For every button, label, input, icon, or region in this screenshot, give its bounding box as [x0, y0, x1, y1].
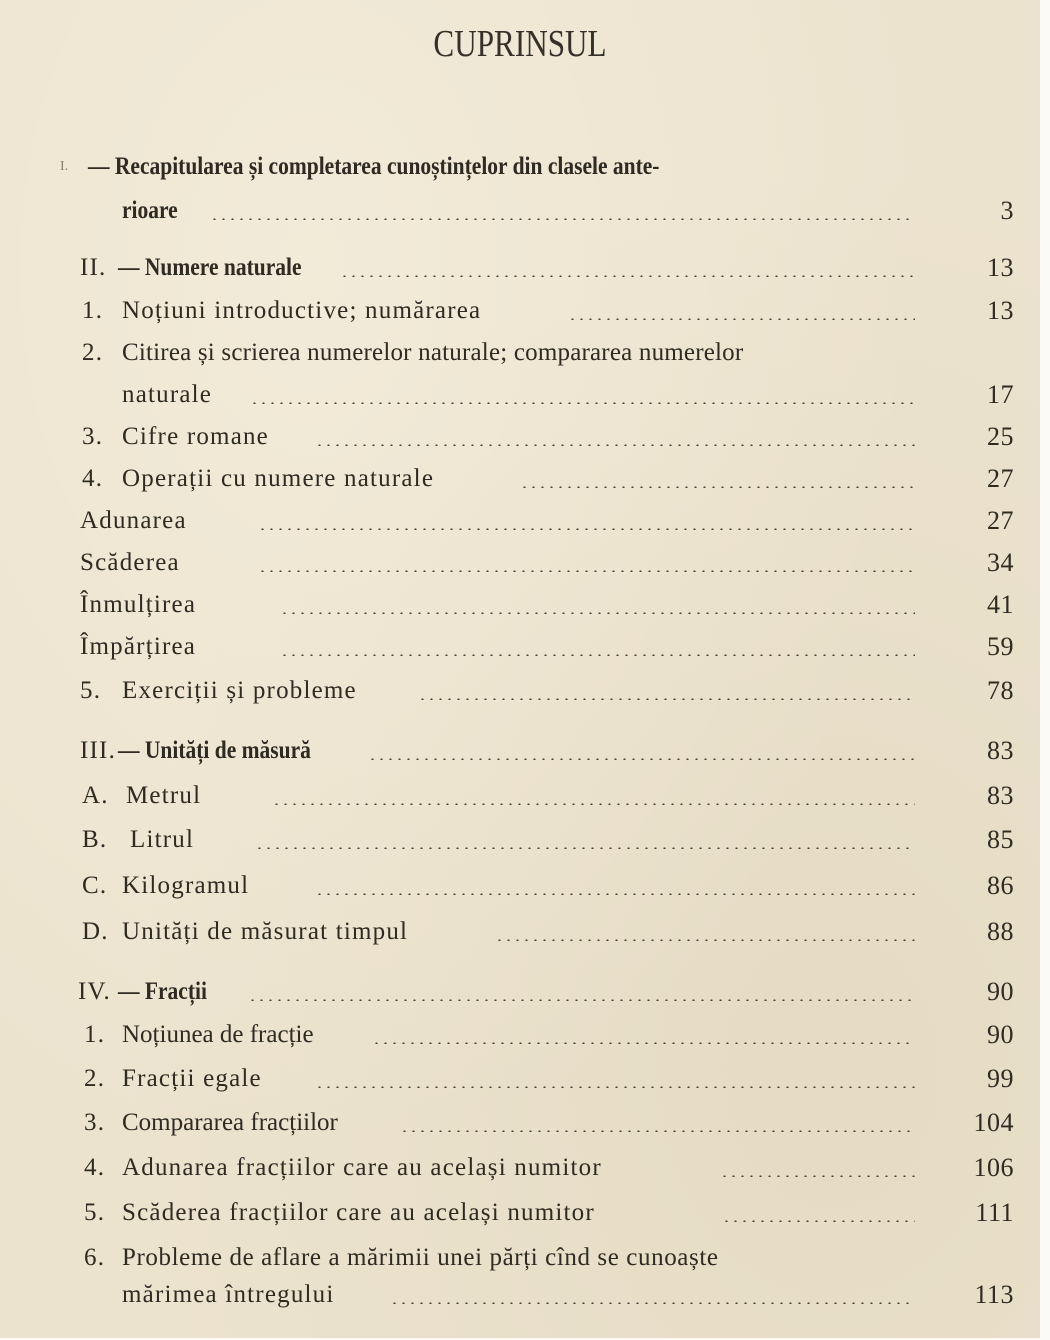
entry-label: — Unități de măsură: [118, 737, 311, 764]
entry-label: Compararea fracțiilor: [122, 1109, 338, 1136]
entry-label: Noțiunea de fracție: [122, 1021, 314, 1048]
entry-number: 2.: [84, 1065, 106, 1092]
entry-label: Metrul: [126, 782, 202, 809]
toc-entry-cont: [0, 1275, 1040, 1315]
entry-number: 2.: [82, 339, 104, 366]
dot-leader: [418, 698, 915, 700]
toc-entry-chapter-1: [0, 147, 1040, 187]
entry-page: 27: [987, 506, 1014, 535]
entry-page: 25: [987, 422, 1014, 451]
entry-label: Litrul: [130, 826, 195, 853]
dot-leader: [315, 444, 915, 446]
toc-entry-chapter-1-cont: [0, 191, 1040, 231]
entry-label: — Recapitularea și completarea cunoștințelor din clasele ante-: [88, 153, 660, 180]
entry-label: Exerciții și probleme: [122, 677, 357, 704]
dot-leader: [250, 402, 915, 404]
entry-page: 99: [987, 1064, 1014, 1093]
toc-entry: [0, 627, 1040, 667]
dot-leader: [340, 275, 915, 277]
dot-leader: [210, 218, 915, 220]
entry-number: A.: [82, 782, 109, 809]
entry-page: 27: [987, 464, 1014, 493]
entry-page: 83: [987, 736, 1014, 765]
entry-label: Noțiuni introductive; numărarea: [122, 297, 482, 324]
toc-entry: [0, 1238, 1040, 1278]
entry-page: 17: [987, 380, 1014, 409]
entry-number: 6.: [84, 1244, 106, 1271]
entry-number: 5.: [80, 677, 102, 704]
toc-entry: [0, 291, 1040, 331]
toc-entry-chapter-4: [0, 972, 1040, 1012]
entry-label: Kilogramul: [122, 872, 250, 899]
dot-leader: [280, 612, 915, 614]
entry-page: 13: [987, 253, 1014, 282]
entry-label: mărimea întregului: [122, 1281, 335, 1308]
toc-entry: [0, 417, 1040, 457]
entry-number: 4.: [84, 1154, 106, 1181]
toc-entry: [0, 543, 1040, 583]
entry-number: D.: [82, 918, 109, 945]
dot-leader: [315, 893, 915, 895]
entry-label: Împărțirea: [80, 633, 197, 660]
entry-page: 3: [1000, 196, 1014, 225]
entry-page: 85: [987, 825, 1014, 854]
entry-label: rioare: [122, 197, 178, 224]
entry-number: C.: [82, 872, 108, 899]
entry-number: III.: [80, 737, 117, 764]
entry-page: 113: [974, 1280, 1014, 1309]
toc-entry: [0, 671, 1040, 711]
entry-number: IV.: [78, 978, 112, 1005]
toc-entry: [0, 1059, 1040, 1099]
dot-leader: [258, 528, 915, 530]
toc-entry: [0, 1103, 1040, 1143]
entry-number: B.: [82, 826, 108, 853]
entry-number: II.: [80, 254, 107, 281]
toc-entry: [0, 776, 1040, 816]
entry-page: 41: [987, 590, 1014, 619]
entry-number: 4.: [82, 465, 104, 492]
dot-leader: [368, 758, 915, 760]
entry-label: Unități de măsurat timpul: [122, 918, 409, 945]
entry-label: Probleme de aflare a mărimii unei părți cînd se cunoaște: [122, 1244, 719, 1271]
entry-label: naturale: [122, 381, 213, 408]
toc-entry: [0, 585, 1040, 625]
dot-leader: [258, 570, 915, 572]
entry-page: 34: [987, 548, 1014, 577]
dot-leader: [495, 939, 915, 941]
dot-leader: [400, 1130, 915, 1132]
dot-leader: [390, 1302, 915, 1304]
toc-entry-cont: [0, 375, 1040, 415]
toc-entry-chapter-3: [0, 731, 1040, 771]
dot-leader: [272, 803, 915, 805]
entry-page: 78: [987, 676, 1014, 705]
dot-leader: [248, 999, 915, 1001]
toc-entry: [0, 912, 1040, 952]
entry-label: Cifre romane: [122, 423, 269, 450]
toc-entry: [0, 866, 1040, 906]
entry-number: I.: [60, 159, 69, 174]
toc-entry-chapter-2: [0, 248, 1040, 288]
dot-leader: [722, 1220, 915, 1222]
entry-label: Scăderea: [80, 549, 180, 576]
entry-page: 59: [987, 632, 1014, 661]
entry-number: 3.: [82, 423, 104, 450]
entry-label: Citirea și scrierea numerelor naturale; compararea numerelor: [122, 339, 744, 366]
toc-entry: [0, 820, 1040, 860]
page-title: CUPRINSUL: [433, 23, 607, 65]
dot-leader: [568, 318, 915, 320]
entry-number: 3.: [84, 1109, 106, 1136]
entry-label: — Fracții: [118, 978, 207, 1005]
dot-leader: [280, 654, 915, 656]
entry-number: 5.: [84, 1199, 106, 1226]
entry-page: 13: [987, 296, 1014, 325]
entry-label: Fracții egale: [122, 1065, 262, 1092]
dot-leader: [255, 847, 915, 849]
entry-page: 104: [973, 1108, 1014, 1137]
dot-leader: [720, 1175, 915, 1177]
entry-page: 111: [975, 1198, 1014, 1227]
toc-entry: [0, 459, 1040, 499]
entry-label: Înmulțirea: [80, 591, 197, 618]
entry-page: 106: [973, 1153, 1014, 1182]
toc-entry: [0, 1015, 1040, 1055]
dot-leader: [315, 1086, 915, 1088]
toc-entry: [0, 501, 1040, 541]
entry-page: 90: [987, 1020, 1014, 1049]
entry-page: 88: [987, 917, 1014, 946]
entry-page: 86: [987, 871, 1014, 900]
toc-entry: [0, 1193, 1040, 1233]
dot-leader: [520, 486, 915, 488]
entry-label: Adunarea fracțiilor care au același numitor: [122, 1154, 602, 1181]
dot-leader: [372, 1042, 915, 1044]
entry-page: 83: [987, 781, 1014, 810]
toc-entry: [0, 333, 1040, 373]
entry-label: Scăderea fracțiilor care au același numitor: [122, 1199, 595, 1226]
toc-entry: [0, 1148, 1040, 1188]
entry-page: 90: [987, 977, 1014, 1006]
entry-number: 1.: [84, 1021, 106, 1048]
entry-label: Adunarea: [80, 507, 187, 534]
entry-label: — Numere naturale: [118, 254, 302, 281]
entry-label: Operații cu numere naturale: [122, 465, 435, 492]
entry-number: 1.: [82, 297, 104, 324]
